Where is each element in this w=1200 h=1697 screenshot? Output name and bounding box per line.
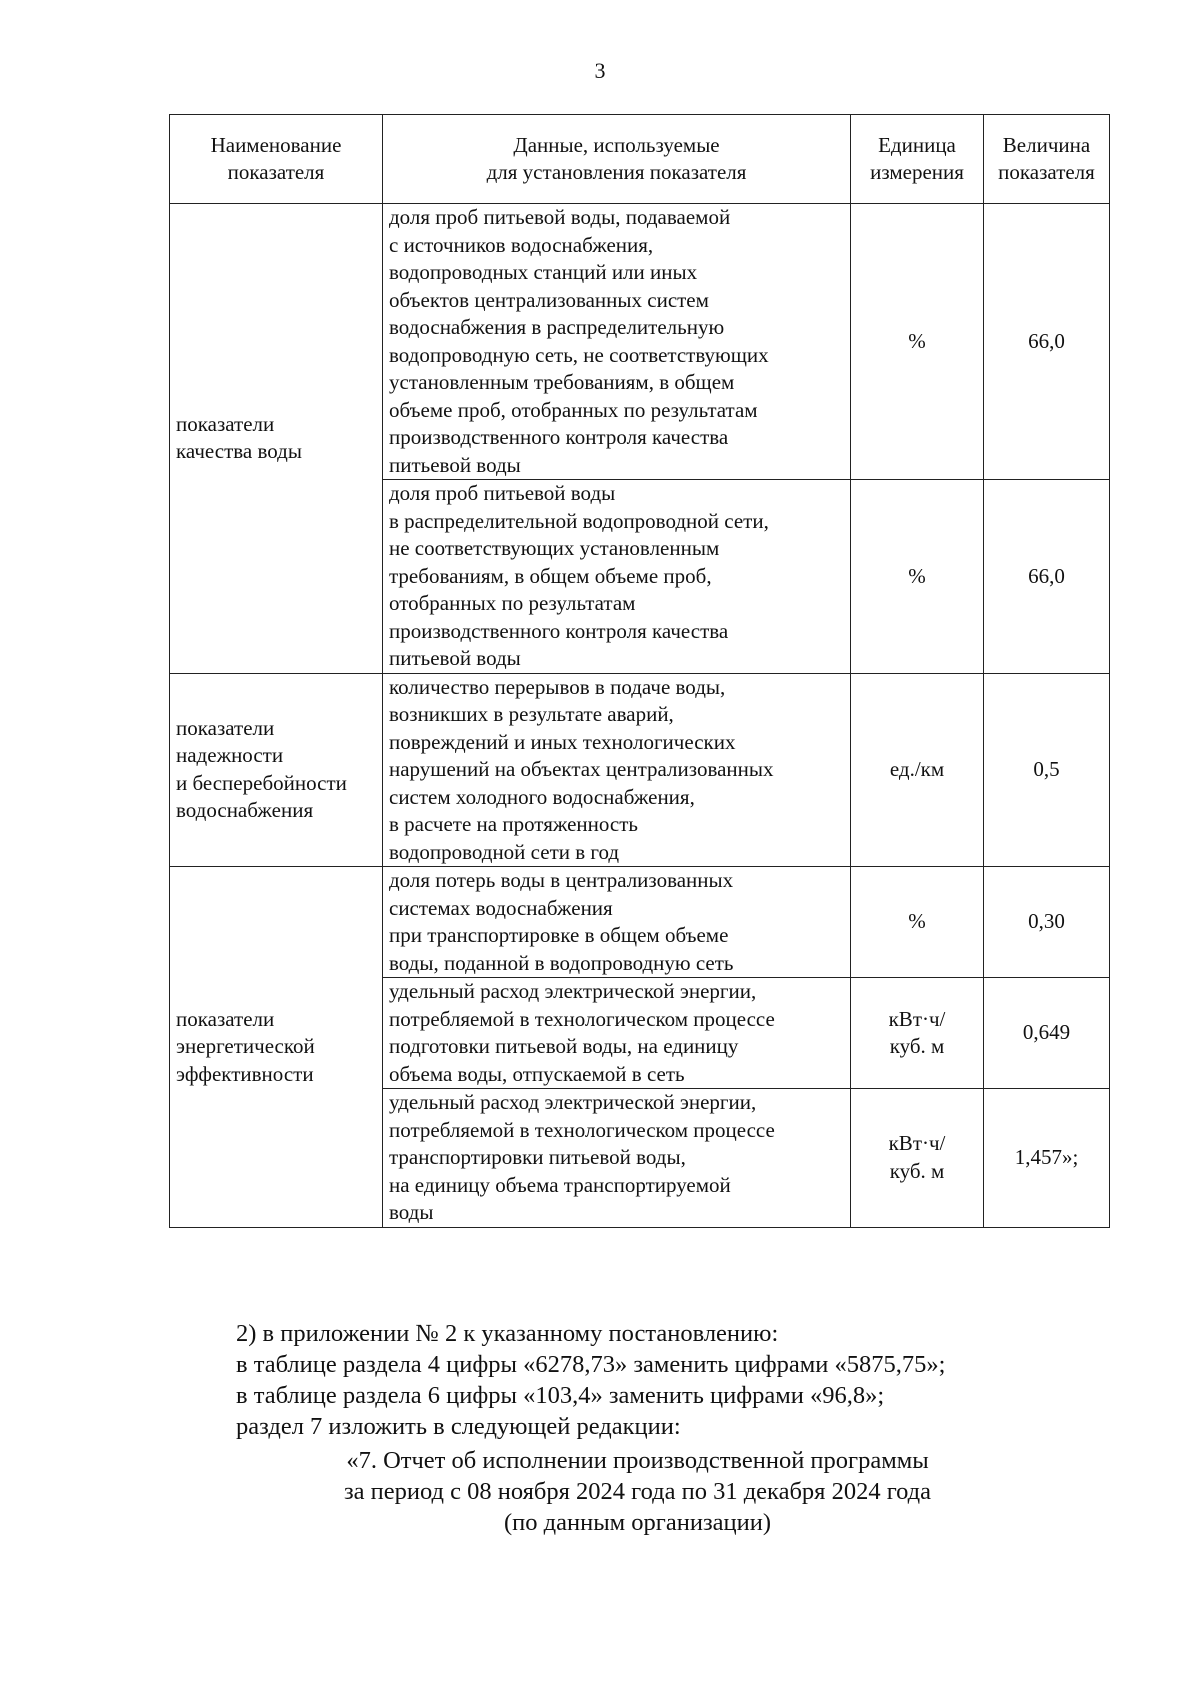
paragraph-line: в таблице раздела 4 цифры «6278,73» заменить цифрами «5875,75»; (236, 1351, 946, 1378)
group-name-water-quality: показатели качества воды (170, 204, 383, 674)
heading-line: «7. Отчет об исполнении производственной программы (346, 1447, 929, 1474)
amendment-paragraph (236, 1318, 1116, 1442)
header-indicator-name: Наименование показателя (170, 115, 383, 204)
page-number: 3 (594, 58, 606, 83)
paragraph-line: 2) в приложении № 2 к указанному постановлению: (236, 1320, 779, 1347)
row-value: 1,457»; (984, 1089, 1110, 1228)
row-unit: % (851, 480, 984, 674)
table-header-row (170, 115, 1110, 204)
row-value: 0,5 (984, 673, 1110, 867)
table-row (170, 673, 1110, 867)
row-unit: % (851, 867, 984, 978)
heading-line: за период с 08 ноября 2024 года по 31 декабря 2024 года (343, 1478, 932, 1505)
row-description: количество перерывов в подаче воды, возникших в результате аварий, повреждений и иных технологических нарушений на объектах централизованных систем холодного водоснабжения, в расчете на протяженность водопроводной сети в год (383, 673, 851, 867)
section-heading (0, 1445, 1200, 1538)
header-unit: Единица измерения (851, 115, 984, 204)
paragraph-line: в таблице раздела 6 цифры «103,4» заменить цифрами «96,8»; (236, 1382, 885, 1409)
row-description: удельный расход электрической энергии, потребляемой в технологическом процессе подготовки питьевой воды, на единицу объема воды, отпускаемой в сеть (383, 978, 851, 1089)
row-description: доля потерь воды в централизованных системах водоснабжения при транспортировке в общем объеме воды, поданной в водопроводную сеть (383, 867, 851, 978)
paragraph-line: раздел 7 изложить в следующей редакции: (236, 1413, 681, 1440)
group-name-reliability: показатели надежности и бесперебойности водоснабжения (170, 673, 383, 867)
row-value: 66,0 (984, 480, 1110, 674)
row-unit: % (851, 204, 984, 480)
indicators-table (169, 114, 1110, 1228)
table-row (170, 204, 1110, 480)
row-value: 66,0 (984, 204, 1110, 480)
row-value: 0,30 (984, 867, 1110, 978)
row-description: доля проб питьевой воды в распределительной водопроводной сети, не соответствующих установленным требованиям, в общем объеме проб, отобранных по результатам производственного контроля качества питьевой воды (383, 480, 851, 674)
row-description: удельный расход электрической энергии, потребляемой в технологическом процессе транспортировки питьевой воды, на единицу объема транспортируемой воды (383, 1089, 851, 1228)
group-name-energy-efficiency: показатели энергетической эффективности (170, 867, 383, 1228)
table-row (170, 867, 1110, 978)
row-unit: ед./км (851, 673, 984, 867)
heading-line: (по данным организации) (504, 1509, 771, 1536)
row-value: 0,649 (984, 978, 1110, 1089)
header-data-used: Данные, используемые для установления показателя (383, 115, 851, 204)
row-unit: кВт·ч/ куб. м (851, 1089, 984, 1228)
row-unit: кВт·ч/ куб. м (851, 978, 984, 1089)
row-description: доля проб питьевой воды, подаваемой с источников водоснабжения, водопроводных станций или иных объектов централизованных систем водоснабжения в распределительную водопроводную сеть, не соответствующих установленным требованиям, в общем объеме проб, отобранных по результатам производственного контроля качества питьевой воды (383, 204, 851, 480)
header-value: Величина показателя (984, 115, 1110, 204)
